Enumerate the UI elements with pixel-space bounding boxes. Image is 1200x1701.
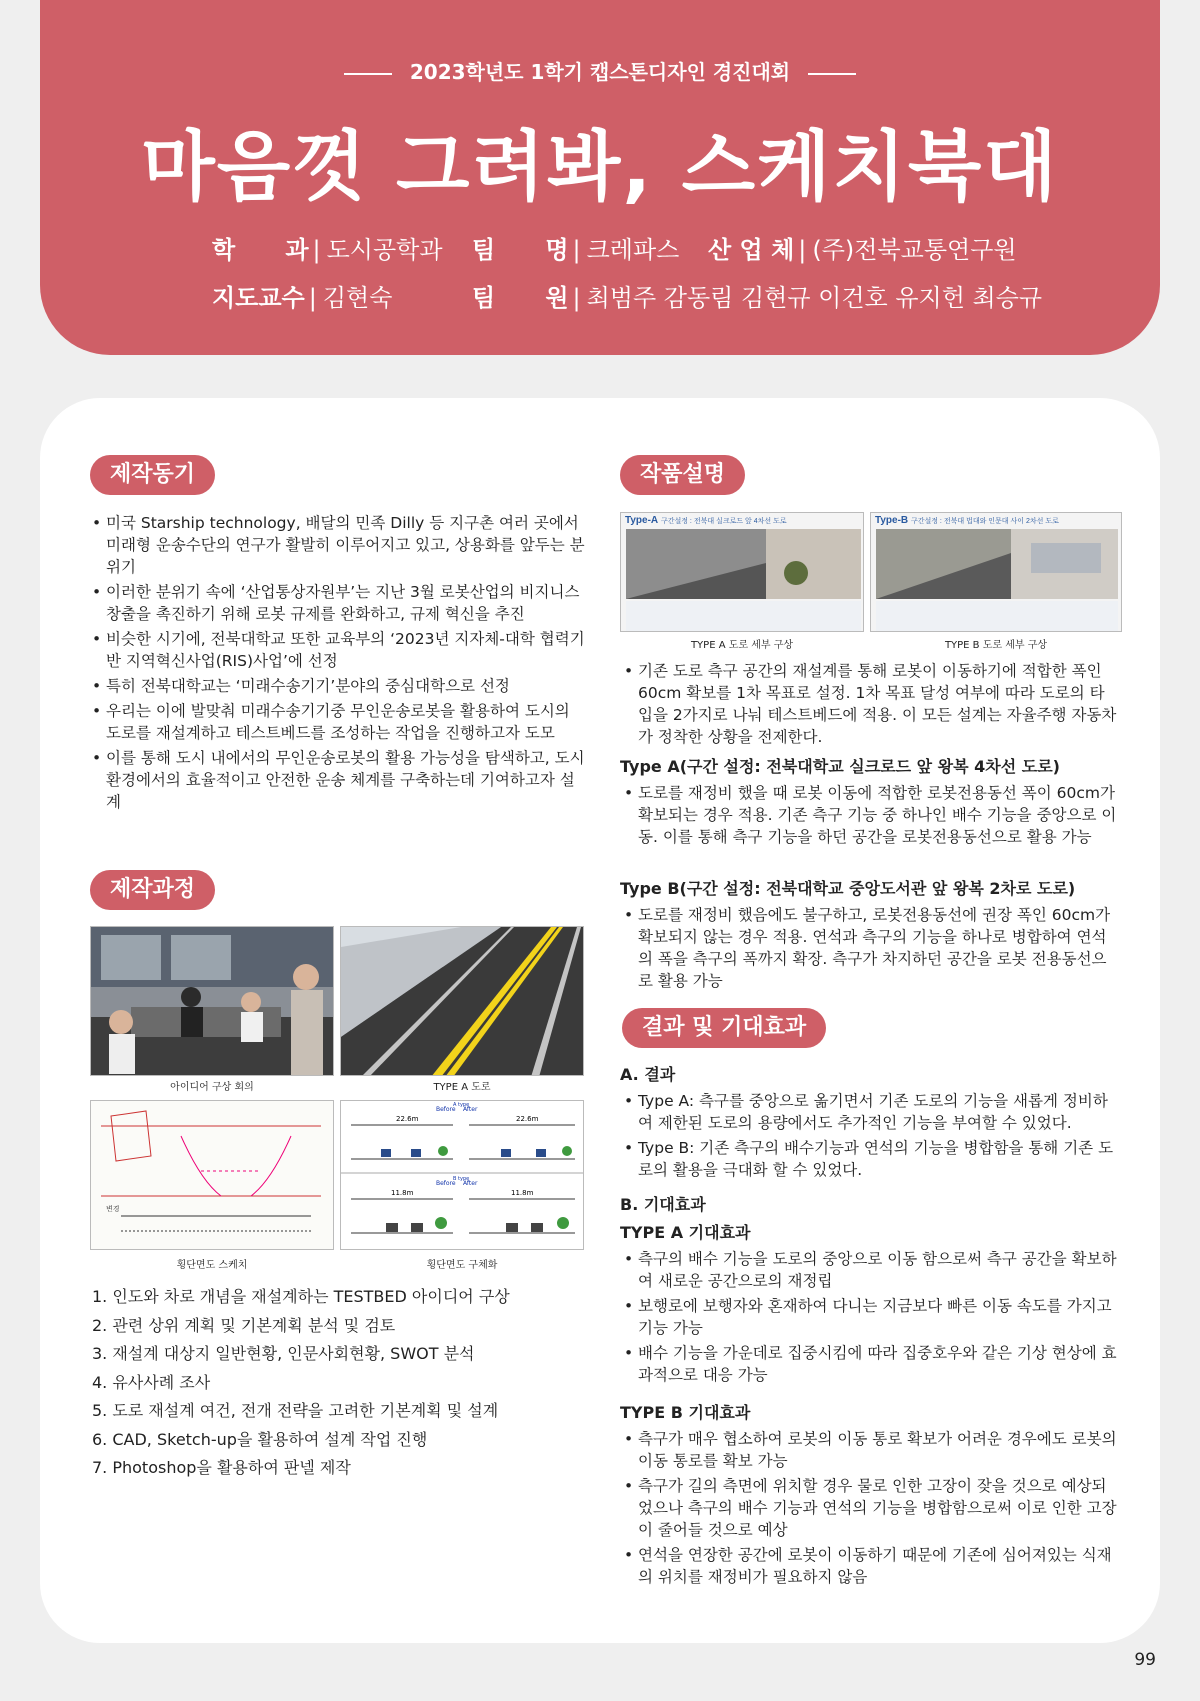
list-item: • 연석을 연장한 공간에 로봇이 이동하기 때문에 기존에 심어져있는 식재의 위치를 재정비가 필요하지 않음	[624, 1544, 1119, 1588]
label-width-a-before: 22.6m	[396, 1115, 419, 1123]
section-title-motivation: 제작동기	[90, 455, 215, 495]
list-item: 1. 인도와 차로 개념을 재설계하는 TESTBED 아이디어 구상	[92, 1287, 510, 1306]
results-a-heading: A. 결과	[620, 1065, 676, 1084]
type-b-heading: Type B(구간 설정: 전북대학교 중앙도서관 앞 왕복 2차로 도로)	[620, 879, 1076, 898]
advisor-row: 지도교수 | 김현숙	[212, 284, 393, 312]
caption-type-b-detail: TYPE B 도로 세부 구상	[944, 640, 1048, 651]
results-b-heading: B. 기대효과	[620, 1195, 706, 1214]
type-b-effect-list	[624, 1428, 1119, 1591]
list-item: • Type B: 기존 측구의 배수기능과 연석의 기능을 병합함을 통해 기존 도로의 활용을 극대화 할 수 있었다.	[624, 1137, 1119, 1181]
list-item: • 이를 통해 도시 내에서의 무인운송로봇의 활용 가능성을 탐색하고, 도시환경에서의 효율적이고 안전한 운송 체계를 구축하는데 기여하고자 설계	[92, 747, 587, 813]
sketch-illustration	[91, 1101, 334, 1250]
list-item: 2. 관련 상위 계획 및 기본계획 분석 및 검토	[92, 1315, 396, 1335]
list-item: • 도로를 재정비 했음에도 불구하고, 로봇전용동선에 권장 폭인 60cm가 확보되지 않는 경우 적용. 연석과 측구의 기능을 하나로 병합하여 연석의 폭을 측구의 폭까지 확장. 측구가 차지하던 공간을 로봇 전용동선으로 활용 가능	[624, 904, 1119, 992]
cross-section-illustration	[341, 1101, 584, 1250]
list-item: • 측구가 길의 측면에 위치할 경우 물로 인한 고장이 잦을 것으로 예상되었으나 측구의 배수 기능과 연석의 기능을 병합함으로써 이로 인한 고장이 줄어들 것으로 예상	[624, 1475, 1119, 1541]
team-row: 팀 명 | 크레파스	[472, 236, 680, 264]
list-item: 5. 도로 재설계 여건, 전개 전략을 고려한 기본계획 및 설계	[92, 1401, 499, 1420]
list-item: 4. 유사사례 조사	[92, 1372, 211, 1392]
industry-value: (주)전북교통연구원	[812, 236, 1017, 264]
type-b-illustration	[871, 513, 1122, 632]
type-a-panel	[620, 512, 864, 632]
panel-a-label: Type-A	[625, 515, 659, 526]
type-a-list	[624, 782, 1119, 851]
list-item: • 배수 기능을 가운데로 집중시킴에 따라 집중호우와 같은 기상 현상에 효과적으로 대응 가능	[624, 1342, 1119, 1386]
label-width-b-after: 11.8m	[511, 1189, 534, 1197]
project-title: 마음껏 그려봐, 스케치북대	[141, 122, 1059, 211]
type-a-effect-heading: TYPE A 기대효과	[620, 1223, 751, 1242]
list-item: • 보행로에 보행자와 혼재하여 다니는 지금보다 빠른 이동 속도를 가지고 기능 가능	[624, 1295, 1119, 1339]
label-width-a-after: 22.6m	[516, 1115, 539, 1123]
caption-sketch: 횡단면도 스케치	[176, 1260, 248, 1271]
members-row: 팀 원 | 최범주 감동림 김현규 이건호 유지헌 최승규	[472, 284, 1043, 312]
list-item: • 비슷한 시기에, 전북대학교 또한 교육부의 ‘2023년 지자체-대학 협력기반 지역혁신사업(RIS)사업’에 선정	[92, 628, 587, 672]
contest-text: 2023학년도 1학기 캡스톤디자인 경진대회	[409, 60, 791, 84]
label-after-a: After	[463, 1106, 478, 1113]
advisor-value: 김현숙	[322, 284, 393, 312]
type-b-effect-heading: TYPE B 기대효과	[620, 1403, 751, 1422]
panel-b-sub: 구간설정 : 전북대 법대와 인문대 사이 2차선 도로	[910, 518, 1059, 525]
label-after-b: After	[463, 1180, 478, 1187]
header-banner	[40, 0, 1160, 355]
list-item: • 도로를 재정비 했을 때 로봇 이동에 적합한 로봇전용동선 폭이 60cm가 확보되는 경우 적용. 기존 측구 기능 중 하나인 배수 기능을 중앙으로 이동. 이를 통해 측구 기능을 하던 공간을 로봇전용동선으로 활용 가능	[624, 782, 1119, 848]
list-item: • 측구의 배수 기능을 도로의 중앙으로 이동 함으로써 측구 공간을 확보하여 새로운 공간으로의 재정립	[624, 1248, 1119, 1292]
list-item: • 기존 도로 측구 공간의 재설계를 통해 로봇이 이동하기에 적합한 폭인 60cm 확보를 1차 목표로 설정. 1차 목표 달성 여부에 따라 도로의 타입을 2가지로 나눠 테스트베드에 적용. 이 모든 설계는 자율주행 자동차가 정착한 상황을 전제한다.	[624, 660, 1119, 748]
caption-type-a-detail: TYPE A 도로 세부 구상	[690, 640, 794, 651]
list-item: • Type A: 측구를 중앙으로 옮기면서 기존 도로의 기능을 새롭게 정비하여 제한된 도로의 용량에서도 추가적인 기능을 부여할 수 있었다.	[624, 1090, 1119, 1134]
members-value: 최범주 감동림 김현규 이건호 유지헌 최승규	[586, 284, 1043, 312]
page-number: 99	[1134, 1650, 1156, 1670]
type-a-illustration	[621, 513, 864, 632]
section-title-results: 결과 및 기대효과	[622, 1008, 826, 1048]
label-width-b-before: 11.8m	[391, 1189, 414, 1197]
meeting-illustration	[91, 927, 334, 1076]
cross-section-refined	[340, 1100, 584, 1250]
label-before-a: Before	[436, 1106, 456, 1113]
caption-refined: 횡단면도 구체화	[426, 1260, 498, 1271]
industry-row: 산 업 체 | (주)전북교통연구원	[708, 236, 1017, 264]
meeting-photo	[90, 926, 334, 1076]
type-a-heading: Type A(구간 설정: 전북대학교 실크로드 앞 왕복 4차선 도로)	[620, 757, 1060, 776]
industry-label: 산 업 체	[708, 236, 795, 264]
dept-label: 학 과	[212, 236, 309, 264]
label-b-type: B type	[453, 1176, 470, 1182]
results-a-list	[624, 1090, 1119, 1184]
cross-section-sketch	[90, 1100, 334, 1250]
list-item: 3. 재설계 대상지 일반현황, 인문사회현황, SWOT 분석	[92, 1344, 475, 1363]
caption-meeting: 아이디어 구상 회의	[170, 1082, 254, 1093]
panel-b-label: Type-B	[875, 515, 909, 526]
team-label: 팀 명	[472, 236, 569, 264]
caption-type-a-road: TYPE A 도로	[433, 1082, 491, 1093]
type-a-effect-list	[624, 1248, 1119, 1389]
svg-text:변경: 변경	[106, 1205, 120, 1213]
type-b-list	[624, 904, 1119, 995]
dept-value: 도시공학과	[326, 236, 443, 264]
members-label: 팀 원	[472, 284, 569, 312]
list-item: • 이러한 분위기 속에 ‘산업통상자원부’는 지난 3월 로봇산업의 비지니스 창출을 촉진하기 위해 로봇 규제를 완화하고, 규제 혁신을 추진	[92, 581, 587, 625]
list-item: 6. CAD, Sketch-up을 활용하여 설계 작업 진행	[92, 1429, 428, 1449]
divider-left	[344, 73, 392, 75]
contest-title	[40, 56, 1160, 85]
section-title-description: 작품설명	[620, 455, 745, 495]
dept-row: 학 과 | 도시공학과	[212, 236, 443, 264]
label-a-type: A type	[453, 1102, 470, 1108]
team-value: 크레파스	[586, 236, 680, 264]
divider-right	[808, 73, 856, 75]
process-steps	[92, 1283, 510, 1483]
panel-a-sub: 구간설정 : 전북대 실크로드 앞 4차선 도로	[660, 518, 787, 525]
label-before-b: Before	[436, 1180, 456, 1187]
type-b-panel	[870, 512, 1122, 632]
list-item: • 측구가 매우 협소하여 로봇의 이동 통로 확보가 어려운 경우에도 로봇의 이동 통로를 확보 가능	[624, 1428, 1119, 1472]
road-render-illustration	[341, 927, 584, 1076]
list-item: • 우리는 이에 발맞춰 미래수송기기중 무인운송로봇을 활용하여 도시의 도로를 재설계하고 테스트베드를 조성하는 작업을 진행하고자 도모	[92, 700, 587, 744]
road-render-photo	[340, 926, 584, 1076]
list-item: • 특히 전북대학교는 ‘미래수송기기’분야의 중심대학으로 선정	[92, 675, 587, 697]
section-title-process: 제작과정	[90, 870, 215, 910]
list-item: • 미국 Starship technology, 배달의 민족 Dilly 등 지구촌 여러 곳에서 미래형 운송수단의 연구가 활발히 이루어지고 있고, 상용화를 앞두는 분위기	[92, 512, 587, 578]
motivation-list	[92, 512, 587, 816]
list-item: 7. Photoshop을 활용하여 판넬 제작	[92, 1458, 351, 1477]
advisor-label: 지도교수	[212, 284, 305, 312]
description-intro	[624, 660, 1119, 751]
